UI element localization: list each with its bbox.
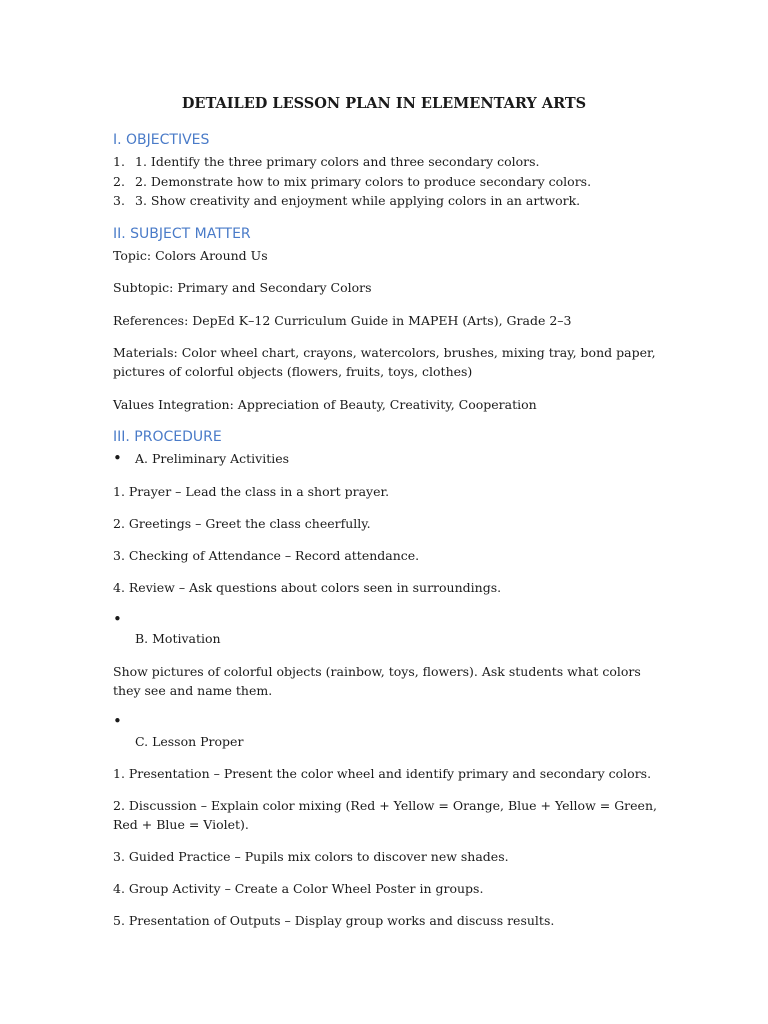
references-text: References: DepEd K–12 Curriculum Guide in MAPEH (Arts), Grade 2–3 bbox=[113, 313, 572, 328]
lesson-proper-item: 5. Presentation of Outputs – Display group works and discuss results. bbox=[113, 913, 555, 928]
procedure-heading: III. PROCEDURE bbox=[113, 429, 222, 445]
objective-marker: 3. bbox=[113, 193, 125, 208]
objectives-heading: I. OBJECTIVES bbox=[113, 132, 210, 148]
bullet-icon: • bbox=[113, 712, 122, 730]
lesson-proper-item: 2. Discussion – Explain color mixing (Red + Yellow = Orange, Blue + Yellow = Green, Red + Blue = Violet). bbox=[113, 798, 657, 832]
preliminary-item: 1. Prayer – Lead the class in a short prayer. bbox=[113, 484, 390, 499]
preliminary-item: 4. Review – Ask questions about colors seen in surroundings. bbox=[113, 580, 502, 595]
objective-item: 1. Identify the three primary colors and three secondary colors. bbox=[135, 154, 540, 169]
lesson-proper-item: 3. Guided Practice – Pupils mix colors to discover new shades. bbox=[113, 849, 509, 864]
values-integration-text: Values Integration: Appreciation of Beauty, Creativity, Cooperation bbox=[113, 397, 537, 412]
preliminary-item: 2. Greetings – Greet the class cheerfully. bbox=[113, 516, 371, 531]
topic-text: Topic: Colors Around Us bbox=[113, 248, 268, 263]
objective-marker: 1. bbox=[113, 154, 125, 169]
lesson-proper-item: 1. Presentation – Present the color wheel and identify primary and secondary colors. bbox=[113, 766, 652, 781]
objective-item: 2. Demonstrate how to mix primary colors to produce secondary colors. bbox=[135, 174, 592, 189]
objective-marker: 2. bbox=[113, 174, 125, 189]
bullet-icon: • bbox=[113, 610, 122, 628]
motivation-label: B. Motivation bbox=[135, 631, 221, 646]
lesson-proper-label: C. Lesson Proper bbox=[135, 734, 244, 749]
materials-text: Materials: Color wheel chart, crayons, watercolors, brushes, mixing tray, bond paper, pictures of colorful objects (flowers, fruits, toys, clothes) bbox=[113, 345, 656, 379]
preliminary-item: 3. Checking of Attendance – Record attendance. bbox=[113, 548, 420, 563]
bullet-icon: • bbox=[113, 449, 122, 467]
lesson-proper-item: 4. Group Activity – Create a Color Wheel Poster in groups. bbox=[113, 881, 484, 896]
subject-matter-heading: II. SUBJECT MATTER bbox=[113, 226, 251, 242]
objective-item: 3. Show creativity and enjoyment while applying colors in an artwork. bbox=[135, 193, 581, 208]
subtopic-text: Subtopic: Primary and Secondary Colors bbox=[113, 280, 372, 295]
motivation-text: Show pictures of colorful objects (rainbow, toys, flowers). Ask students what colors they see and name them. bbox=[113, 664, 641, 698]
preliminary-activities-label: A. Preliminary Activities bbox=[135, 451, 290, 466]
document-title: DETAILED LESSON PLAN IN ELEMENTARY ARTS bbox=[181, 95, 587, 112]
